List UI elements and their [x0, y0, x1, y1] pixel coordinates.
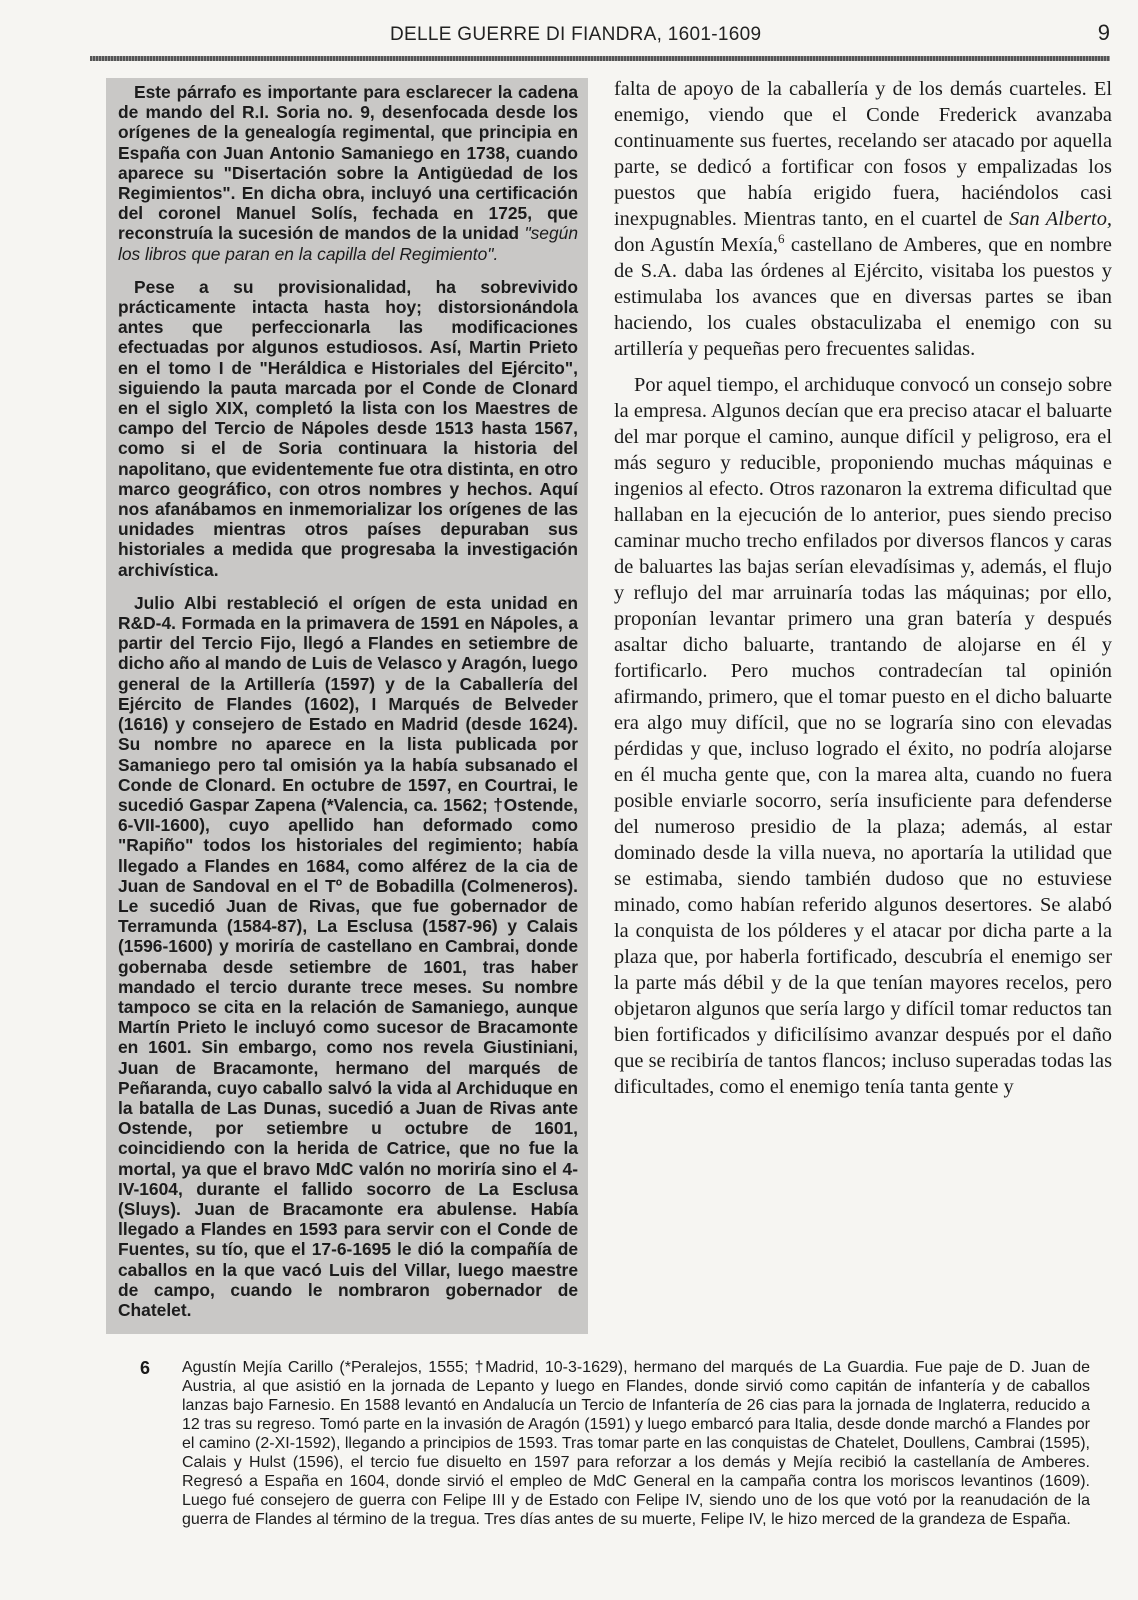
footnote-ref[interactable]: 6: [777, 231, 785, 247]
main-paragraph-2: Por aquel tiempo, el archiduque convocó un consejo sobre la empresa. Algunos decían que era preciso atacar el baluarte del mar porque el camino, aunque difícil y peligroso, era el más seguro y reducible, proponiendo muchas máquinas e ingenios al efecto. Otros razonaron la extrema dificultad que hallaban en la ejecución de lo anterior, pues siendo preciso caminar mucho trecho enfilados por diversos flancos y caras de baluartes las bajas serían elevadísimas y, además, el flujo y reflujo del mar arruinaría todas las máquinas; por ello, proponían levantar primero una gran batería y después asaltar dicho baluarte, trantando de alojarse en él y fortificarlo. Pero muchos contradecían tal opinión afirmando, primero, que el tomar puesto en el dicho baluarte era algo muy difícil, que no se lograría sino con elevadas pérdidas y que, incluso logrado el éxito, no podría alojarse en él mucha gente que, con la marea alta, cuando no fuera posible enviarle socorro, sería insuficiente para defenderse del numeroso presidio de la plaza; además, al estar dominado desde la villa nueva, no aportaría la utilidad que se estimaba, siendo también dudoso que no estuviese minado, como habían referido algunos desertores. Se alabó la conquista de los pólderes y el atacar por dicha parte a la plaza que, por haberla fortificado, descubría el enemigo ser la parte más débil y de la que tenían mayores recelos, pero objetaron algunos que sería largo y difícil tomar reductos tan bien fortificados y dificilísimo avanzar después por el daño que se recibiría de tantos flancos; incluso superadas todas las dificultades, como el enemigo tenía tanta gente y: [614, 374, 1112, 1098]
footnote-text: Agustín Mejía Carillo (*Peralejos, 1555; †Madrid, 10-3-1629), hermano del marqués de La Guardia. Fue paje de D. Juan de Austria, al que asistió en la jornada de Lepanto y luego en Flandes, donde sirvió como capitán de infantería y de caballos lanzas bajo Farnesio. En 1588 levantó en Andalucía un Tercio de Infantería de 26 cias para la jornada de Inglaterra, reducido a 12 tras su regreso. Tomó parte en la invasión de Aragón (1591) y luego embarcó para Italia, desde donde marchó a Flandes por el camino (2-XI-1592), llegando a principios de 1593. Tras tomar parte en las conquistas de Chatelet, Doullens, Cambrai (1595), Calais y Hulst (1596), el tercio fue disuelto en 1597 para reforzar a los demás y Mejía recibió la castellanía de Amberes. Regresó a España en 1604, donde sirvió el empleo de MdC General en la campaña contra los moriscos levantinos (1609). Luego fué consejero de guerra con Felipe III y de Estado con Felipe IV, siendo uno de los que votó por la reanudación de la guerra de Flandes al término de la tregua. Tres días antes de su muerte, Felipe IV, le hizo merced de la grandeza de España.: [182, 1359, 1090, 1528]
commentary-box: [106, 78, 588, 1334]
main-p1-text-b: don Agustín Mexía,: [614, 234, 778, 256]
footnote-number: 6: [140, 1358, 151, 1378]
commentary-p1-text: Este párrafo es importante para esclarecer la cadena de mando del R.I. Soria no. 9, desenfocada desde los orígenes de la genealogía regimental, que principia en España con Juan Antonio Samaniego en 1738, cuando aparece su "Disertación sobre la Antigüedad de los Regimientos". En dicha obra, incluyó una certificación del coronel Manuel Solís, fechada en 1725, que reconstruía la sucesión de mandos de la unidad: [118, 82, 578, 244]
main-text-column: [614, 76, 1112, 1110]
running-header: [90, 20, 1120, 64]
page-number: 9: [1097, 20, 1110, 45]
header-title: DELLE GUERRE DI FIANDRA, 1601-1609: [390, 24, 762, 45]
commentary-paragraph-2: Pese a su provisionalidad, ha sobrevivido prácticamente intacta hasta hoy; distorsionándola antes que perfeccionarla las modificaciones efectuadas por algunos estudiosos. Así, Martin Prieto en el tomo I de "Heráldica e Historiales del Ejército", siguiendo la pauta marcada por el Conde de Clonard en el siglo XIX, completó la lista con los Maestres de campo del Tercio de Nápoles desde 1513 hasta 1567, como si el de Soria continuara la historia del napolitano, que evidentemente fue otra distinta, en otro marco geográfico, con otros nombres y hechos. Aquí nos afanábamos en inmemorializar los orígenes de las unidades mientras otros países depuraban sus historiales a medida que progresaba la investigación archivística.: [118, 276, 578, 580]
commentary-paragraph-3: Julio Albi restableció el orígen de esta unidad en R&D-4. Formada en la primavera de 1591 en Nápoles, a partir del Tercio Fijo, llegó a Flandes en setiembre de dicho año al mando de Luis de Velasco y Aragón, luego general de la Artillería (1597) y de la Caballería del Ejército de Flandes (1602), I Marqués de Belveder (1616) y consejero de Estado en Madrid (desde 1624). Su nombre no aparece en la lista publicada por Samaniego pero tal omisión ya la había subsanado el Conde de Clonard. En octubre de 1597, en Courtrai, le sucedió Gaspar Zapena (*Valencia, ca. 1562; †Ostende, 6-VII-1600), cuyo apellido han deformado como "Rapiño" todos los historiales del regimiento; había llegado a Flandes en 1684, como alférez de la cia de Juan de Sandoval en el Tº de Bobadilla (Colmeneros). Le sucedió Juan de Rivas, que fue gobernador de Terramunda (1584-87), La Esclusa (1587-96) y Calais (1596-1600) y moriría de castellano en Cambrai, donde gobernaba desde setiembre de 1601, tras haber mandado el tercio durante trece meses. Su nombre tampoco se cita en la relación de Samaniego, aunque Martín Prieto le incluyó como sucesor de Bracamonte en 1601. Sin embargo, como nos revela Giustiniani, Juan de Bracamonte, hermano del marqués de Peñaranda, cuyo caballo salvó la vida al Archiduque en la batalla de Las Dunas, sucedió a Juan de Rivas ante Ostende, por setiembre u octubre de 1601, coincidiendo con la herida de Catrice, que no fue la mortal, ya que el bravo MdC valón no moriría sino el 4-IV-1604, durante el fallido socorro de La Esclusa (Sluys). Juan de Bracamonte era abulense. Había llegado a Flandes en 1593 para servir con el Conde de Fuentes, su tío, que el 17-6-1695 le dió la compañía de caballos en la que vacó Luis del Villar, luego maestre de campo, cuando le nombraron gobernador de Chatelet.: [118, 592, 578, 1320]
main-p1-italic: San Alberto,: [1009, 208, 1113, 230]
commentary-p1-quote: "según los libros que paran en la capilla del Regimiento".: [118, 223, 578, 264]
commentary-paragraph-1: [118, 82, 578, 264]
header-rule: [90, 56, 1110, 61]
main-p1-text-c: castellano de Amberes, que en nombre de S.A. daba las órdenes al Ejército, visitaba los puestos y estimulaba los avances que en diversas partes se iban haciendo, los cuales obstaculizaba el enemigo con su artillería y pequeñas pero frecuentes salidas.: [614, 234, 1112, 360]
main-paragraph-1: [614, 76, 1112, 362]
main-p1-text-a: falta de apoyo de la caballería y de los demás cuarteles. El enemigo, viendo que el Conde Frederick avanzaba continuamente sus fuertes, recelando ser atacado por aquella parte, se dedicó a fortificar con fosos y empalizadas los puestos que había erigido fuera, haciéndolos casi inexpugnables. Mientras tanto, en el cuartel de: [614, 78, 1112, 230]
